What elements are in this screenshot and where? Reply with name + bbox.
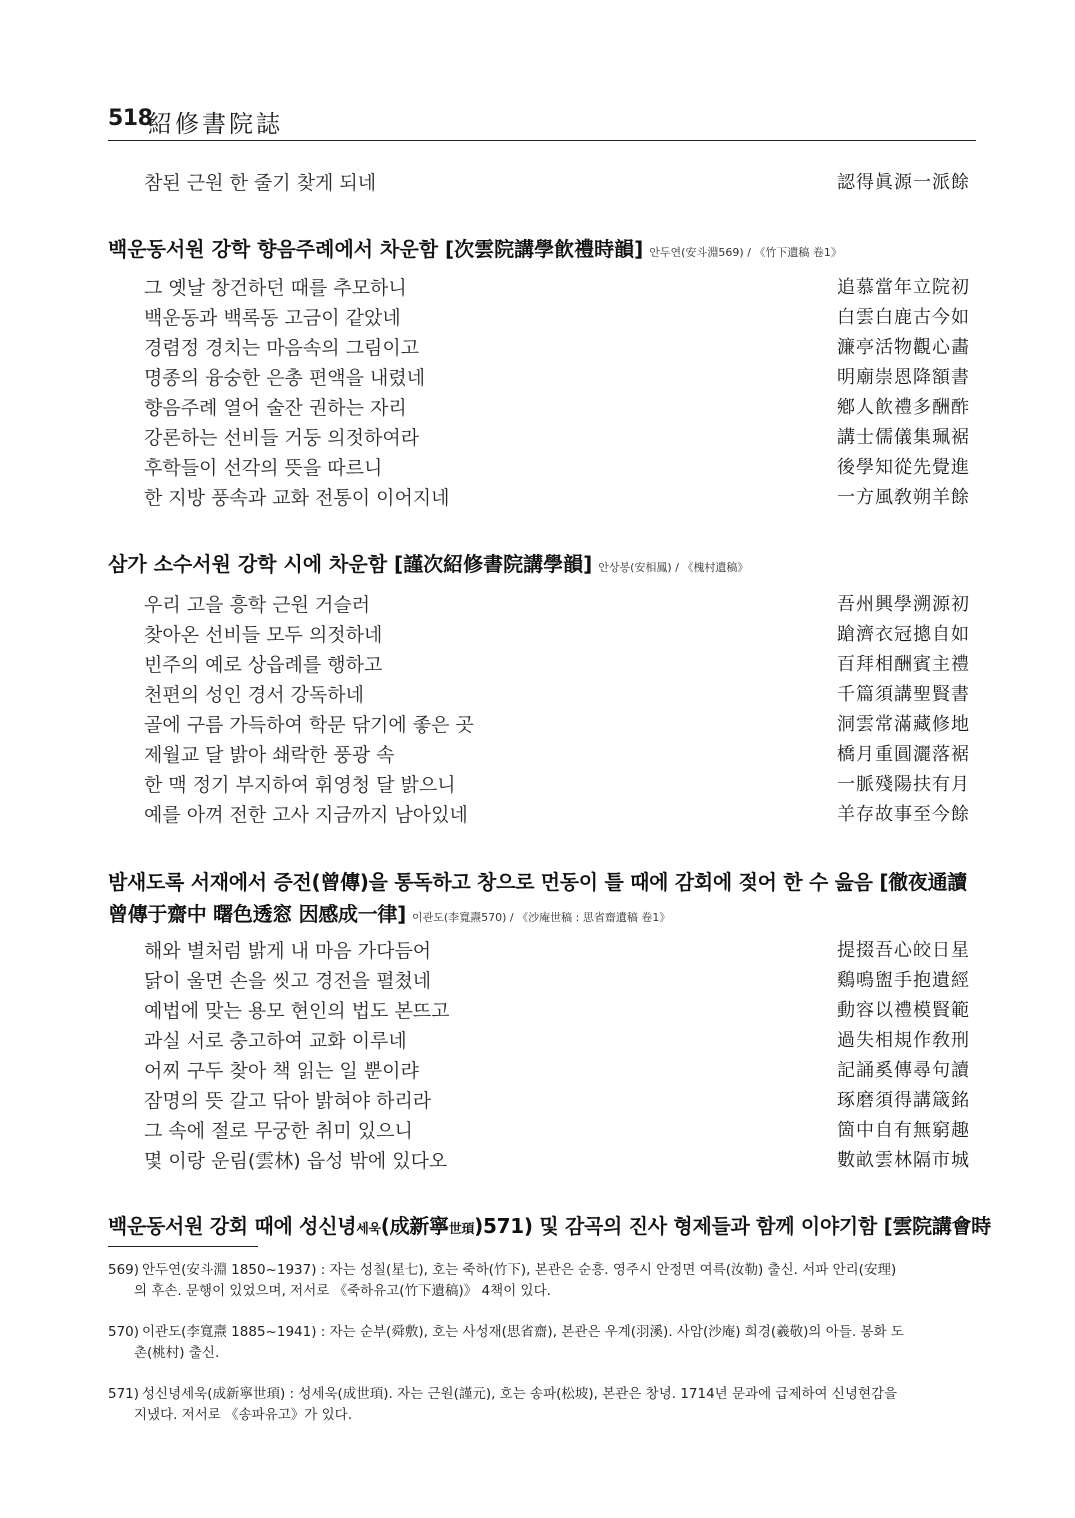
footnote-number: 570) bbox=[108, 1324, 140, 1340]
verse-hanja: 數畝雲林隔市城 bbox=[837, 1150, 970, 1171]
verse-hanja: 提掇吾心皎日星 bbox=[837, 940, 970, 961]
verse-line bbox=[144, 1086, 970, 1116]
verse-line bbox=[144, 483, 970, 513]
footnote-divider bbox=[108, 1246, 258, 1247]
verse-hanja: 蹌濟衣冠摠自如 bbox=[837, 624, 970, 645]
footnote-text: 촌(桃村) 출신. bbox=[134, 1345, 220, 1361]
poem-title-text: 밤새도록 서재에서 증전(曾傳)을 통독하고 창으로 먼동이 틀 때에 감회에 젖어 한 수 읊음 [徹夜通讀 bbox=[108, 870, 967, 894]
poem-title bbox=[108, 1210, 991, 1239]
verse-hanja: 過失相規作敎刑 bbox=[837, 1030, 970, 1051]
verse-line bbox=[144, 393, 970, 423]
verse-hanja: 一脈殘陽扶有月 bbox=[837, 774, 970, 795]
verse-line bbox=[144, 453, 970, 483]
verse-hanja: 白雲白鹿古今如 bbox=[837, 307, 970, 328]
verse-korean: 해와 별처럼 밝게 내 마음 가다듬어 bbox=[144, 940, 432, 962]
verse-line bbox=[144, 333, 970, 363]
footnote-text: 성신녕세욱(成新寧世頊) : 성세욱(成世頊). 자는 근원(謹元), 호는 송파(松坡), 본관은 창녕. 1714년 문과에 급제하여 신녕현감을 bbox=[142, 1386, 898, 1402]
verse-hanja: 後學知從先覺進 bbox=[837, 457, 970, 478]
verse-line bbox=[144, 710, 970, 740]
verse-line bbox=[144, 168, 970, 198]
verse-korean: 닭이 울면 손을 씻고 경전을 펼쳤네 bbox=[144, 970, 432, 992]
verse-hanja: 箇中自有無窮趣 bbox=[837, 1120, 970, 1141]
footnote-text: 지냈다. 저서로 《송파유고》가 있다. bbox=[134, 1407, 352, 1423]
verse-line bbox=[144, 1146, 970, 1176]
verse-korean: 그 속에 절로 무궁한 취미 있으니 bbox=[144, 1120, 413, 1142]
poem-title-text: 백운동서원 강학 향음주례에서 차운함 [次雲院講學飮禮時韻] bbox=[108, 237, 644, 261]
verse-line bbox=[144, 620, 970, 650]
verse-korean: 한 지방 풍속과 교화 전통이 이어지네 bbox=[144, 487, 450, 509]
verse-line bbox=[144, 303, 970, 333]
verse-line bbox=[144, 590, 970, 620]
poem-title bbox=[108, 548, 976, 577]
verse-korean: 향음주례 열어 술잔 권하는 자리 bbox=[144, 397, 407, 419]
verse-hanja: 動容以禮模賢範 bbox=[837, 1000, 970, 1021]
verse-hanja: 百拜相酬賓主禮 bbox=[837, 654, 970, 675]
verse-hanja: 琢磨須得講箴銘 bbox=[837, 1090, 970, 1111]
verse-korean: 천편의 성인 경서 강독하네 bbox=[144, 684, 365, 706]
footnote-text: 의 후손. 문행이 있었으며, 저서로 《죽하유고(竹下遺稿)》 4책이 있다. bbox=[134, 1283, 551, 1299]
verse-korean: 골에 구름 가득하여 학문 닦기에 좋은 곳 bbox=[144, 714, 474, 736]
verse-korean: 제월교 달 밝아 쇄락한 풍광 속 bbox=[144, 744, 395, 766]
footnote-number: 569) bbox=[108, 1262, 140, 1278]
footnote-text: 이관도(李寬燾 1885~1941) : 자는 순부(舜敷), 호는 사성재(思省齋), 본관은 우계(羽溪). 사암(沙庵) 희경(羲敬)의 아들. 봉화 도 bbox=[142, 1324, 904, 1340]
footnote bbox=[108, 1384, 976, 1426]
poem-title-small: 世頊 bbox=[448, 1222, 475, 1237]
verse-korean: 과실 서로 충고하여 교화 이루네 bbox=[144, 1030, 407, 1052]
footnote bbox=[108, 1260, 976, 1302]
verse-korean: 후학들이 선각의 뜻을 따르니 bbox=[144, 457, 383, 479]
verse-korean: 우리 고을 흥학 근원 거슬러 bbox=[144, 594, 371, 616]
verse-hanja: 一方風敎朔羊餘 bbox=[837, 487, 970, 508]
verse-hanja: 明廟崇恩降額書 bbox=[837, 367, 970, 388]
verse-line bbox=[144, 363, 970, 393]
verse-korean: 강론하는 선비들 거둥 의젓하여라 bbox=[144, 427, 420, 449]
verse-line bbox=[144, 800, 970, 830]
verse-hanja: 鄕人飮禮多酬酢 bbox=[837, 397, 970, 418]
poem-title-text: )571) 및 감곡의 진사 형제들과 함께 이야기함 [雲院講會時 bbox=[474, 1214, 991, 1238]
page-number: 518 bbox=[108, 106, 153, 131]
verse-hanja: 認得眞源一派餘 bbox=[837, 172, 970, 193]
verse-korean: 잠명의 뜻 갈고 닦아 밝혀야 하리라 bbox=[144, 1090, 432, 1112]
poem-title bbox=[108, 233, 976, 262]
poem-title-text: 삼가 소수서원 강학 시에 차운함 [謹次紹修書院講學韻] bbox=[108, 552, 593, 576]
verse-korean: 예를 아껴 전한 고사 지금까지 남아있네 bbox=[144, 804, 468, 826]
verse-korean: 경렴정 경치는 마음속의 그림이고 bbox=[144, 337, 420, 359]
verse-line bbox=[144, 1116, 970, 1146]
verse-korean: 찾아온 선비들 모두 의젓하네 bbox=[144, 624, 383, 646]
verse-line bbox=[144, 966, 970, 996]
poem-title-continued bbox=[108, 898, 976, 927]
footnote bbox=[108, 1322, 976, 1364]
verse-line bbox=[144, 423, 970, 453]
verse-line bbox=[144, 936, 970, 966]
verse-korean: 한 맥 정기 부지하여 휘영청 달 밝으니 bbox=[144, 774, 456, 796]
verse-korean: 백운동과 백록동 고금이 같았네 bbox=[144, 307, 401, 329]
poem-title-text: (成新寧 bbox=[380, 1214, 449, 1238]
verse-hanja: 記誦奚傳尋句讀 bbox=[837, 1060, 970, 1081]
poem-attribution: 안두연(安斗淵569) / 《竹下遺稿 卷1》 bbox=[649, 246, 842, 259]
verse-hanja: 濂亭活物觀心畵 bbox=[837, 337, 970, 358]
verse-korean: 어찌 구두 찾아 책 읽는 일 뿐이랴 bbox=[144, 1060, 419, 1082]
verse-korean: 예법에 맞는 용모 현인의 법도 본뜨고 bbox=[144, 1000, 450, 1022]
footnote-text: 안두연(安斗淵 1850~1937) : 자는 성칠(星七), 호는 죽하(竹下), 본관은 순흥. 영주시 안정면 여륵(汝勒) 출신. 서파 안리(安理) bbox=[142, 1262, 897, 1278]
poem-attribution: 이관도(李寬燾570) / 《沙庵世稿 : 思省齋遺稿 卷1》 bbox=[411, 911, 671, 924]
poem-title bbox=[108, 866, 976, 895]
poem-title-text: 백운동서원 강회 때에 성신녕 bbox=[108, 1214, 357, 1238]
poem-title-text: 曾傳于齋中 曙色透窓 因感成一律] bbox=[108, 902, 406, 926]
verse-line bbox=[144, 996, 970, 1026]
verse-hanja: 千篇須講聖賢書 bbox=[837, 684, 970, 705]
verse-hanja: 追慕當年立院初 bbox=[837, 277, 970, 298]
verse-line bbox=[144, 680, 970, 710]
verse-hanja: 羊存故事至今餘 bbox=[837, 804, 970, 825]
verse-korean: 참된 근원 한 줄기 찾게 되네 bbox=[144, 172, 377, 194]
verse-line bbox=[144, 650, 970, 680]
verse-hanja: 吾州興學溯源初 bbox=[837, 594, 970, 615]
verse-korean: 그 옛날 창건하던 때를 추모하니 bbox=[144, 277, 407, 299]
footnote-number: 571) bbox=[108, 1386, 140, 1402]
verse-korean: 빈주의 예로 상읍례를 행하고 bbox=[144, 654, 383, 676]
verse-hanja: 講士儒儀集珮裾 bbox=[837, 427, 970, 448]
running-header bbox=[108, 104, 976, 141]
book-title: 紹修書院誌 bbox=[148, 110, 283, 138]
verse-hanja: 鷄鳴盥手抱遺經 bbox=[837, 970, 970, 991]
verse-line bbox=[144, 273, 970, 303]
poem-attribution: 안상봉(安相鳳) / 《槐村遺稿》 bbox=[598, 561, 749, 574]
verse-line bbox=[144, 770, 970, 800]
verse-hanja: 洞雲常滿藏修地 bbox=[837, 714, 970, 735]
verse-line bbox=[144, 1026, 970, 1056]
verse-line bbox=[144, 1056, 970, 1086]
verse-line bbox=[144, 740, 970, 770]
verse-korean: 몇 이랑 운림(雲林) 읍성 밖에 있다오 bbox=[144, 1150, 448, 1172]
poem-title-small: 세욱 bbox=[356, 1222, 381, 1237]
verse-hanja: 橋月重圓灑落裾 bbox=[837, 744, 970, 765]
verse-korean: 명종의 융숭한 은총 편액을 내렸네 bbox=[144, 367, 426, 389]
